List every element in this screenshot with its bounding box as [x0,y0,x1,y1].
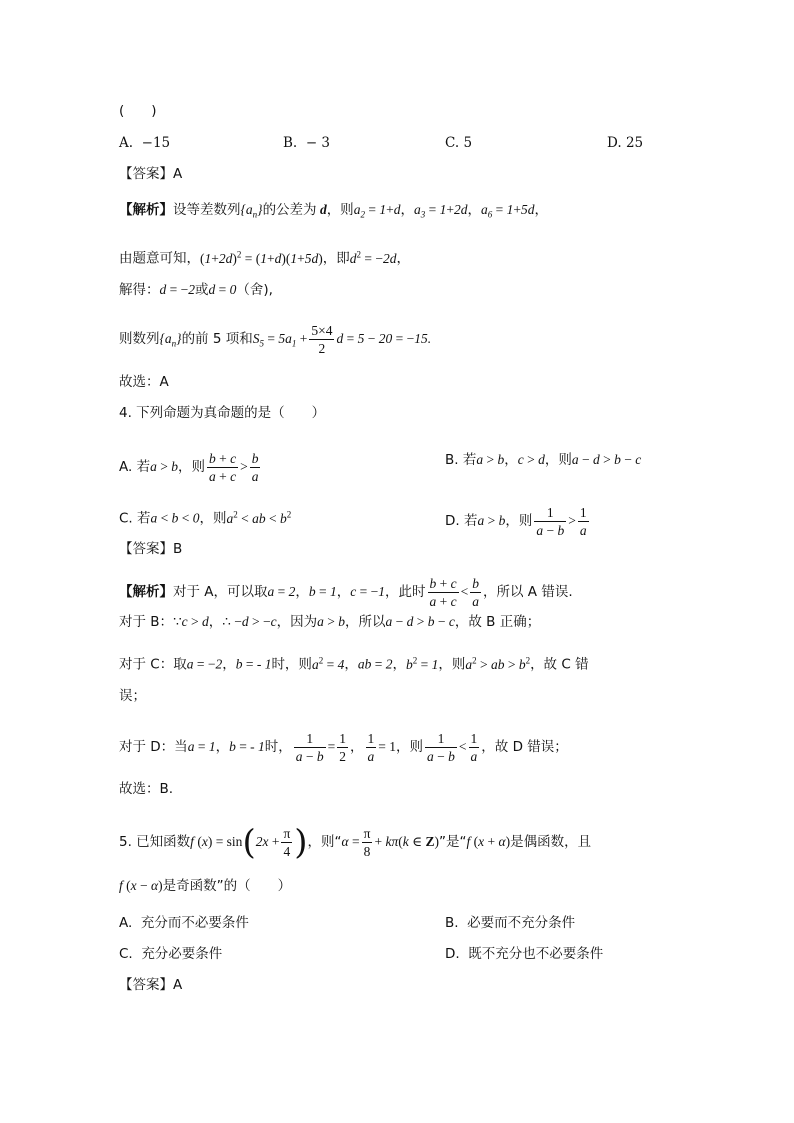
q4-option-d: D. 若a > b，则 $\frac{1}{a - b}$ > $\frac{1}{a}$ [445,505,587,538]
q4-analysis-c: 对于 C：取a = −2，b = - 1时，则$a^2 = 4$，ab = 2，$b^2 = 1$，则$a^2$ > ab > $b^2$，故 C 错 [119,655,589,673]
q4-option-a: A. 若a > b，则 $\frac{b + c}{a + c}$ > $\frac{b}{a}$ [119,451,259,484]
q3-conclusion: 故选：A [119,374,169,390]
q4-analysis-c-wrap: 误； [119,688,146,704]
q3-analysis-line-2: 由题意可知，$(1+2d)^2 = (1+d)(1+5d)$，即$d^2 = -2d$， [119,249,410,267]
q3-option-a: A. −15 [119,135,171,151]
q4-answer: 【答案】B [119,541,183,557]
q5-option-c: C. 充分必要条件 [119,946,223,962]
q3-option-d: D. 25 [607,135,644,151]
q5-stem-line-2: f (x − α)是奇函数”的（ ） [119,878,292,894]
q3-analysis-line-3: 解得：d = −2或d = 0（舍), [119,282,273,298]
q5-answer: 【答案】A [119,977,183,993]
q4-analysis-d: 对于 D：当a = 1，b = - 1时， $\frac{1}{a - b}$ = $\frac{1}{2}$ ， $\frac{1}{a}$ = 1，则 $\frac{1}{a - b}$ < $\frac{1}{a}$ ，故 D 错误； [119,731,568,764]
q4-analysis-a: 【解析】对于 A，可以取a = 2，b = 1，c = −1，此时 $\frac{b + c}{a + c}$ < $\frac{b}{a}$ ，所以 A 错误. [119,576,573,609]
q5-stem-line-1: 5. 已知函数f (x) = sin(2x + $\frac{\pi}{4}$ )，则“α = $\frac{\pi}{8}$ + kπ(k ∈ Z)”是“f (x + α)是偶函数，且 [119,822,592,863]
q5-option-d: D. 既不充分也不必要条件 [445,946,604,962]
q3-answer: 【答案】A [119,166,183,182]
q3-option-c: C. 5 [445,135,473,151]
q4-stem: 4. 下列命题为真命题的是（ ） [119,405,326,421]
q4-option-b: B. 若a > b，c > d，则a − d > b − c [445,452,642,468]
q5-option-b: B. 必要而不充分条件 [445,915,576,931]
q5-option-a: A. 充分而不必要条件 [119,915,249,931]
q3-analysis-line-1: 【解析】设等差数列$\{a_n\}$的公差为 d，则$a_2 = 1+d$，$a_3 = 1+2d$，$a_6 = 1+5d$， [119,202,548,220]
q4-conclusion: 故选：B. [119,781,174,797]
q4-analysis-b: 对于 B：∵c > d，∴ −d > −c，因为a > b，所以a − d > b − c，故 B 正确； [119,614,541,630]
q3-paren: ( ) [119,103,157,119]
q3-option-b: B. − 3 [283,135,331,151]
q4-option-c: C. 若a < b < 0，则$a^2$ < ab < $b^2$ [119,509,292,527]
q3-analysis-line-4: 则数列$\{a_n\}$的前 5 项和$S_5 = 5a_1$ + $\frac{5\times 4}{2}$ d = 5 − 20 = −15. [119,323,432,356]
